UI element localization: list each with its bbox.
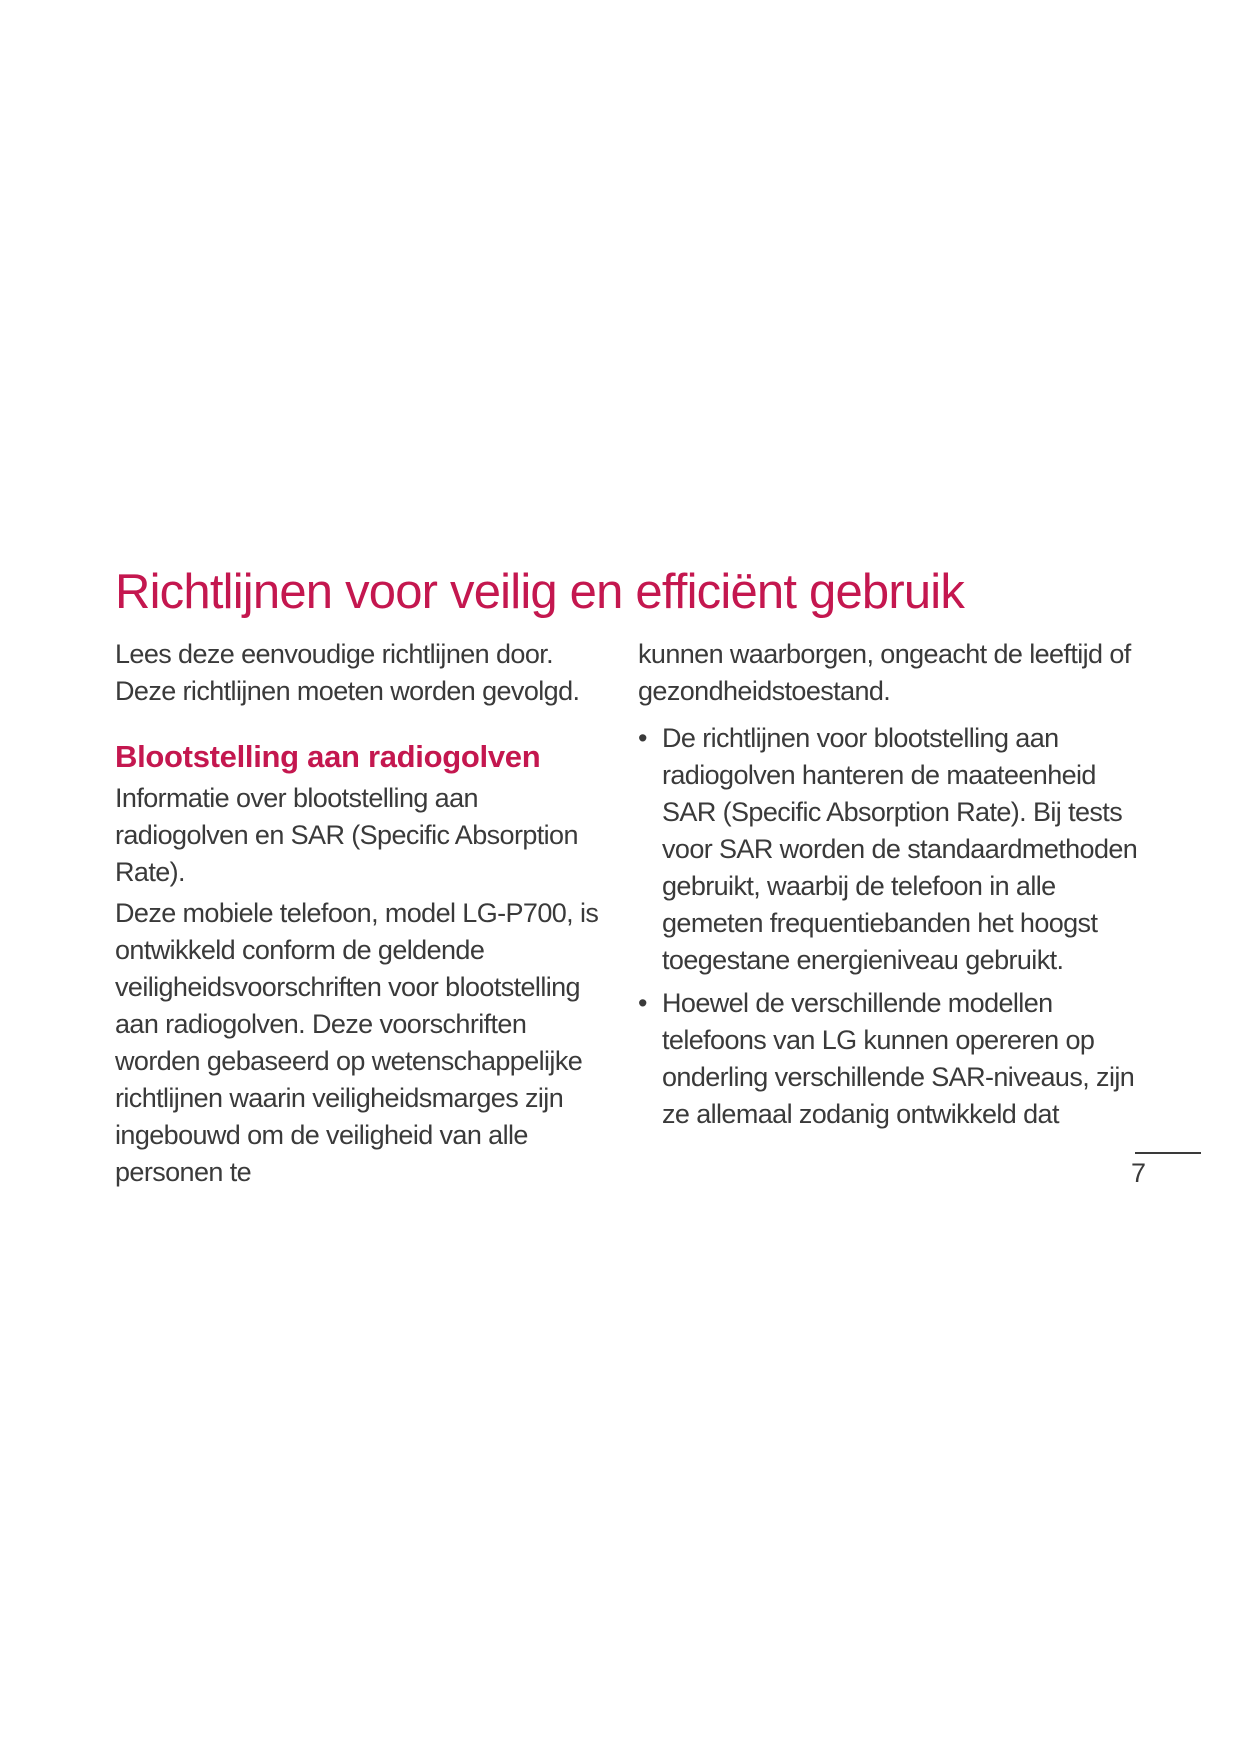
page-title: Richtlijnen voor veilig en efficiënt gebruik — [115, 565, 965, 619]
bullet-item — [638, 985, 1138, 1133]
right-column — [638, 636, 1138, 1139]
body-paragraph-sar-info: Informatie over blootstelling aan radiogolven en SAR (Specific Absorption Rate). — [115, 783, 578, 887]
page-number: 7 — [1131, 1158, 1147, 1188]
body-paragraph-model-info: Deze mobiele telefoon, model LG-P700, is ontwikkeld conform de geldende veiligheidsvoorschriften voor blootstelling aan radiogolven. Deze voorschriften worden gebaseerd op wetenschappelijke richtlijnen waarin veiligheidsmarges zijn ingebouwd om de veiligheid van alle personen te — [115, 898, 599, 1187]
section-heading: Blootstelling aan radiogolven — [115, 739, 541, 774]
page-number-divider — [1135, 1152, 1201, 1154]
bullet-text: Hoewel de verschillende modellen telefoons van LG kunnen opereren op onderling verschillende SAR-niveaus, zijn ze allemaal zodanig ontwikkeld dat — [662, 988, 1135, 1129]
bullet-list — [638, 720, 1138, 1133]
left-column — [115, 636, 615, 1191]
intro-paragraph: Lees deze eenvoudige richtlijnen door. Deze richtlijnen moeten worden gevolgd. — [115, 639, 580, 706]
bullet-icon: • — [638, 723, 647, 753]
bullet-icon: • — [638, 988, 647, 1018]
bullet-item — [638, 720, 1138, 979]
continuation-paragraph: kunnen waarborgen, ongeacht de leeftijd of gezondheidstoestand. — [638, 639, 1131, 706]
bullet-text: De richtlijnen voor blootstelling aan radiogolven hanteren de maateenheid SAR (Specific Absorption Rate). Bij tests voor SAR worden de standaardmethoden gebruikt, waarbij de telefoon in alle gemeten frequentiebanden het hoogst toegestane energieniveau gebruikt. — [662, 723, 1138, 975]
